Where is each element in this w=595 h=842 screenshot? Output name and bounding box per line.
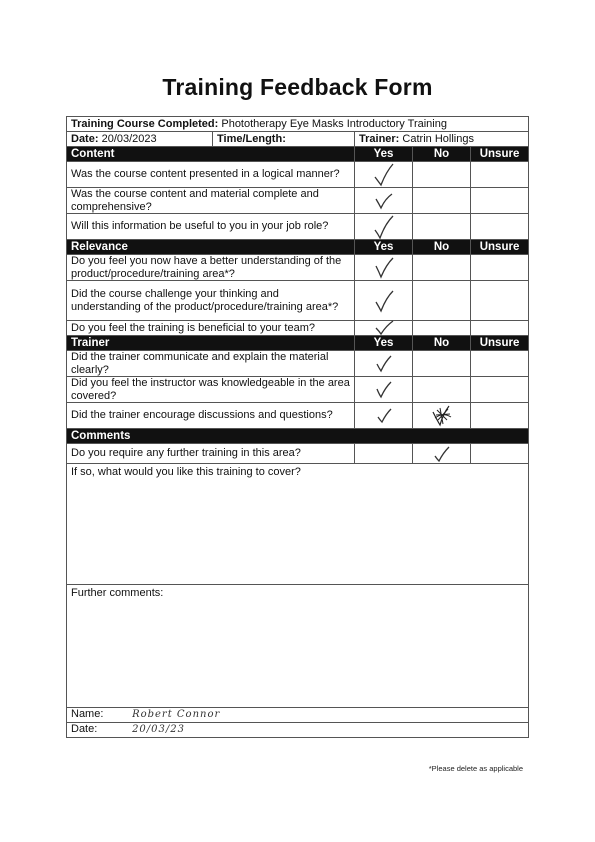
answer-no-cell[interactable]: [413, 351, 471, 377]
answer-yes-cell[interactable]: [355, 377, 413, 403]
answer-yes-cell[interactable]: [355, 351, 413, 377]
question-row: [67, 255, 529, 281]
answer-yes-cell[interactable]: [355, 214, 413, 240]
col-yes: Yes: [355, 147, 413, 162]
answer-no-cell[interactable]: [413, 321, 471, 336]
col-unsure: Unsure: [471, 240, 529, 255]
question-text: Do you feel the training is beneficial to your team?: [67, 321, 355, 336]
section-heading: Comments: [67, 429, 529, 444]
answer-no-cell[interactable]: [413, 403, 471, 429]
section-header-relevance: [67, 240, 529, 255]
answer-unsure-cell[interactable]: [471, 255, 529, 281]
question-text: Do you require any further training in this area?: [67, 444, 355, 464]
further-comments-row: [67, 585, 529, 708]
checkmark-icon: [372, 162, 396, 188]
checkmark-icon: [374, 380, 394, 400]
signed-date-handwritten-value: 20/03/23: [132, 724, 185, 736]
trainer-label: Trainer:: [359, 132, 400, 145]
signed-date-field[interactable]: [67, 723, 529, 738]
answer-yes-cell[interactable]: [355, 444, 413, 464]
col-yes: Yes: [355, 336, 413, 351]
section-heading: Trainer: [67, 336, 355, 351]
trainer-cell: [355, 132, 529, 147]
col-unsure: Unsure: [471, 336, 529, 351]
col-unsure: Unsure: [471, 147, 529, 162]
checkmark-icon: [374, 407, 394, 425]
name-row: [67, 708, 529, 723]
answer-no-cell[interactable]: [413, 255, 471, 281]
time-length-label: Time/Length:: [213, 132, 355, 147]
section-heading: Relevance: [67, 240, 355, 255]
question-text: Did the trainer encourage discussions and questions?: [67, 403, 355, 429]
answer-no-cell[interactable]: [413, 214, 471, 240]
answer-yes-cell[interactable]: [355, 255, 413, 281]
answer-yes-cell[interactable]: [355, 321, 413, 336]
further-comments-field[interactable]: [67, 585, 529, 708]
name-handwritten-value: Robert Connor: [132, 709, 221, 721]
details-row: [67, 132, 529, 147]
answer-no-cell[interactable]: [413, 377, 471, 403]
question-row: [67, 321, 529, 336]
question-text: Did the trainer communicate and explain the material clearly?: [67, 351, 355, 377]
question-row: [67, 377, 529, 403]
answer-unsure-cell[interactable]: [471, 403, 529, 429]
date-cell: [67, 132, 213, 147]
trainer-value: Catrin Hollings: [402, 132, 474, 145]
followup-label: If so, what would you like this training to cover?: [71, 466, 301, 478]
col-no: No: [413, 147, 471, 162]
col-no: No: [413, 240, 471, 255]
question-row: [67, 351, 529, 377]
followup-field[interactable]: [67, 464, 529, 585]
checkmark-icon: [373, 191, 395, 211]
answer-yes-cell[interactable]: [355, 162, 413, 188]
question-text: Was the course content presented in a logical manner?: [67, 162, 355, 188]
name-label: Name:: [71, 708, 104, 721]
col-no: No: [413, 336, 471, 351]
footnote: *Please delete as applicable: [428, 764, 523, 773]
course-label: Training Course Completed:: [71, 117, 219, 130]
answer-unsure-cell[interactable]: [471, 444, 529, 464]
course-value: Phototherapy Eye Masks Introductory Training: [221, 117, 447, 130]
followup-row: [67, 464, 529, 585]
checkmark-icon: [374, 354, 394, 374]
question-text: Was the course content and material complete and comprehensive?: [67, 188, 355, 214]
question-row: [67, 444, 529, 464]
answer-unsure-cell[interactable]: [471, 351, 529, 377]
feedback-form-table: [66, 116, 529, 738]
question-row: [67, 403, 529, 429]
question-row: [67, 214, 529, 240]
answer-unsure-cell[interactable]: [471, 377, 529, 403]
signed-date-row: [67, 723, 529, 738]
course-row: [67, 117, 529, 132]
further-comments-label: Further comments:: [71, 587, 164, 599]
question-text: Did you feel the instructor was knowledgeable in the area covered?: [67, 377, 355, 403]
answer-unsure-cell[interactable]: [471, 214, 529, 240]
question-text: Will this information be useful to you in your job role?: [67, 214, 355, 240]
date-value: 20/03/2023: [101, 132, 157, 145]
question-row: [67, 188, 529, 214]
answer-no-cell[interactable]: [413, 444, 471, 464]
question-text: Do you feel you now have a better understanding of the product/procedure/training area*?: [67, 255, 355, 281]
answer-unsure-cell[interactable]: [471, 321, 529, 336]
checkmark-icon: [373, 214, 395, 240]
section-header-content: [67, 147, 529, 162]
name-field[interactable]: [67, 708, 529, 723]
section-header-comments: [67, 429, 529, 444]
answer-yes-cell[interactable]: [355, 188, 413, 214]
section-heading: Content: [67, 147, 355, 162]
answer-unsure-cell[interactable]: [471, 162, 529, 188]
page-title: Training Feedback Form: [162, 74, 433, 100]
checkmark-icon: [373, 256, 395, 280]
answer-yes-cell[interactable]: [355, 281, 413, 321]
question-row: [67, 281, 529, 321]
signed-date-label: Date:: [71, 723, 98, 736]
col-yes: Yes: [355, 240, 413, 255]
date-label: Date:: [71, 132, 99, 145]
question-row: [67, 162, 529, 188]
answer-no-cell[interactable]: [413, 188, 471, 214]
checkmark-icon: [373, 320, 395, 336]
answer-unsure-cell[interactable]: [471, 281, 529, 321]
checkmark-icon: [373, 288, 395, 314]
section-header-trainer: [67, 336, 529, 351]
question-text: Did the course challenge your thinking and understanding of the product/procedure/training area*?: [67, 281, 355, 321]
answer-unsure-cell[interactable]: [471, 188, 529, 214]
answer-no-cell[interactable]: [413, 281, 471, 321]
answer-no-cell[interactable]: [413, 162, 471, 188]
answer-yes-cell[interactable]: [355, 403, 413, 429]
checkmark-icon: [432, 445, 452, 463]
crossed-out-mark-icon: [429, 404, 455, 428]
